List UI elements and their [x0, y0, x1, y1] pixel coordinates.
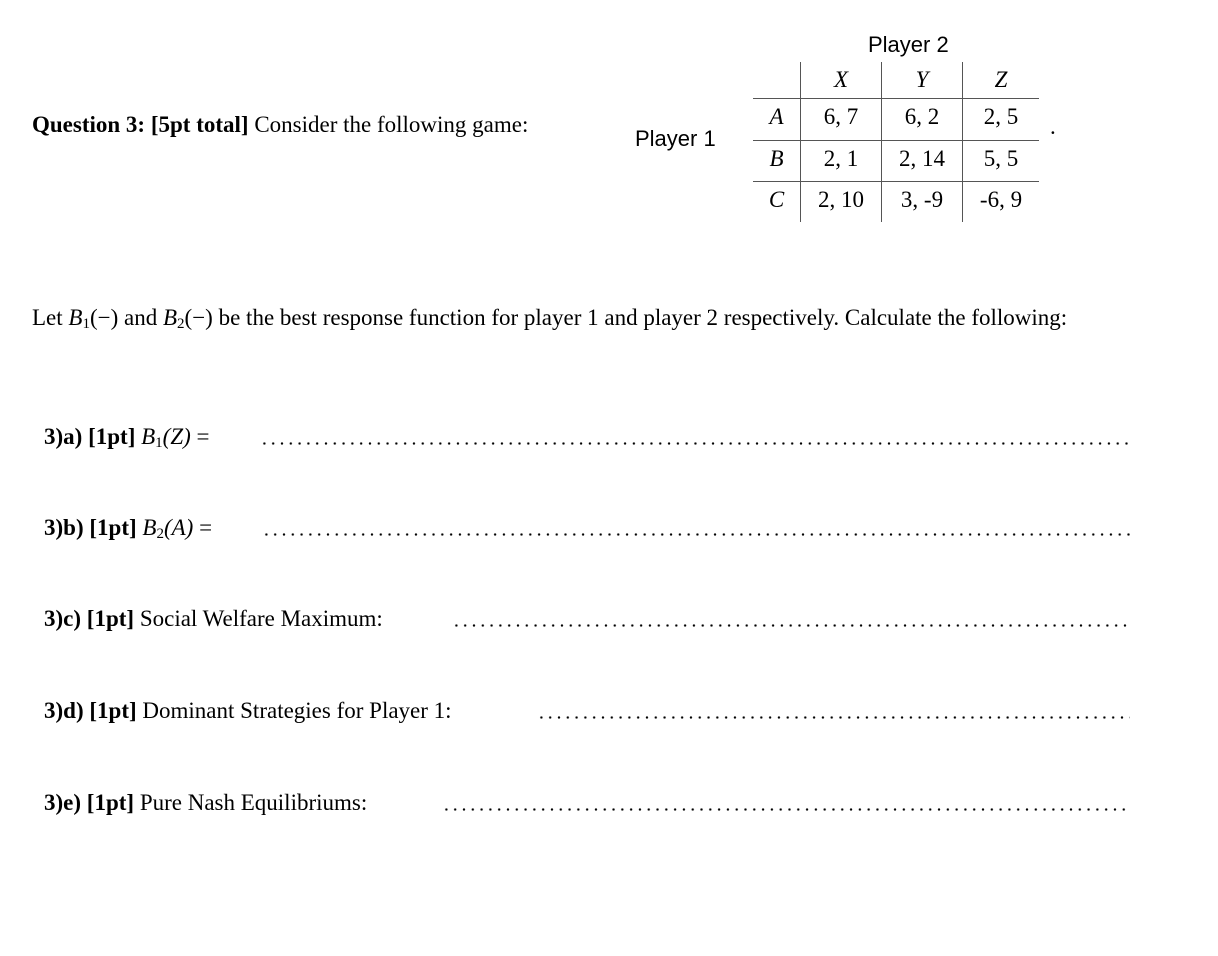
- answer-line-d[interactable]: [537, 716, 1130, 719]
- trailing-period: .: [1050, 114, 1056, 139]
- player1-label: Player 1: [635, 126, 716, 151]
- answer-line-c[interactable]: [452, 624, 1130, 627]
- answer-line-a[interactable]: [260, 442, 1130, 445]
- intro-paragraph: Let $B_1(-)$ and $B_2(-)$ be the best response function for player 1 and player 2 respectively. Calculate the following:: [32, 305, 1068, 332]
- row-header-a: A: [769, 104, 784, 129]
- part-a: 3)a) [1pt] $B_1(Z)$ =: [44, 424, 210, 451]
- payoff-cell: 5, 5: [983, 146, 1019, 171]
- payoff-cell: 2, 10: [818, 187, 864, 212]
- part-e: 3)e) [1pt] Pure Nash Equilibriums:: [44, 790, 368, 815]
- payoff-cell: 6, 2: [904, 104, 940, 129]
- question-points: [5pt total]: [150, 112, 249, 137]
- payoff-cell: 2, 1: [823, 146, 859, 171]
- part-d: 3)d) [1pt] Dominant Strategies for Player 1:: [44, 698, 452, 723]
- row-header-c: C: [768, 187, 785, 212]
- payoff-cell: -6, 9: [979, 187, 1023, 212]
- question-number: Question 3:: [32, 112, 146, 137]
- matrix-hline-header: [753, 98, 1039, 99]
- payoff-cell: 3, -9: [900, 187, 944, 212]
- col-header-x: X: [833, 67, 849, 92]
- b1-symbol: B: [68, 305, 83, 330]
- answer-line-e[interactable]: [442, 808, 1130, 811]
- answer-line-b[interactable]: [262, 533, 1130, 536]
- question-prompt: Consider the following game:: [254, 112, 529, 137]
- player2-label: Player 2: [868, 32, 949, 57]
- col-header-y: Y: [915, 67, 929, 92]
- matrix-hline-2: [753, 181, 1039, 182]
- payoff-cell: 2, 5: [983, 104, 1019, 129]
- row-header-b: B: [769, 146, 784, 171]
- payoff-cell: 6, 7: [823, 104, 859, 129]
- b2-symbol: B: [162, 305, 178, 330]
- part-c: 3)c) [1pt] Social Welfare Maximum:: [44, 606, 383, 631]
- payoff-cell: 2, 14: [899, 146, 945, 171]
- col-header-z: Z: [994, 67, 1008, 92]
- matrix-hline-1: [753, 140, 1039, 141]
- part-b: 3)b) [1pt] $B_2(A)$ =: [44, 515, 213, 542]
- question-heading: [32, 112, 528, 138]
